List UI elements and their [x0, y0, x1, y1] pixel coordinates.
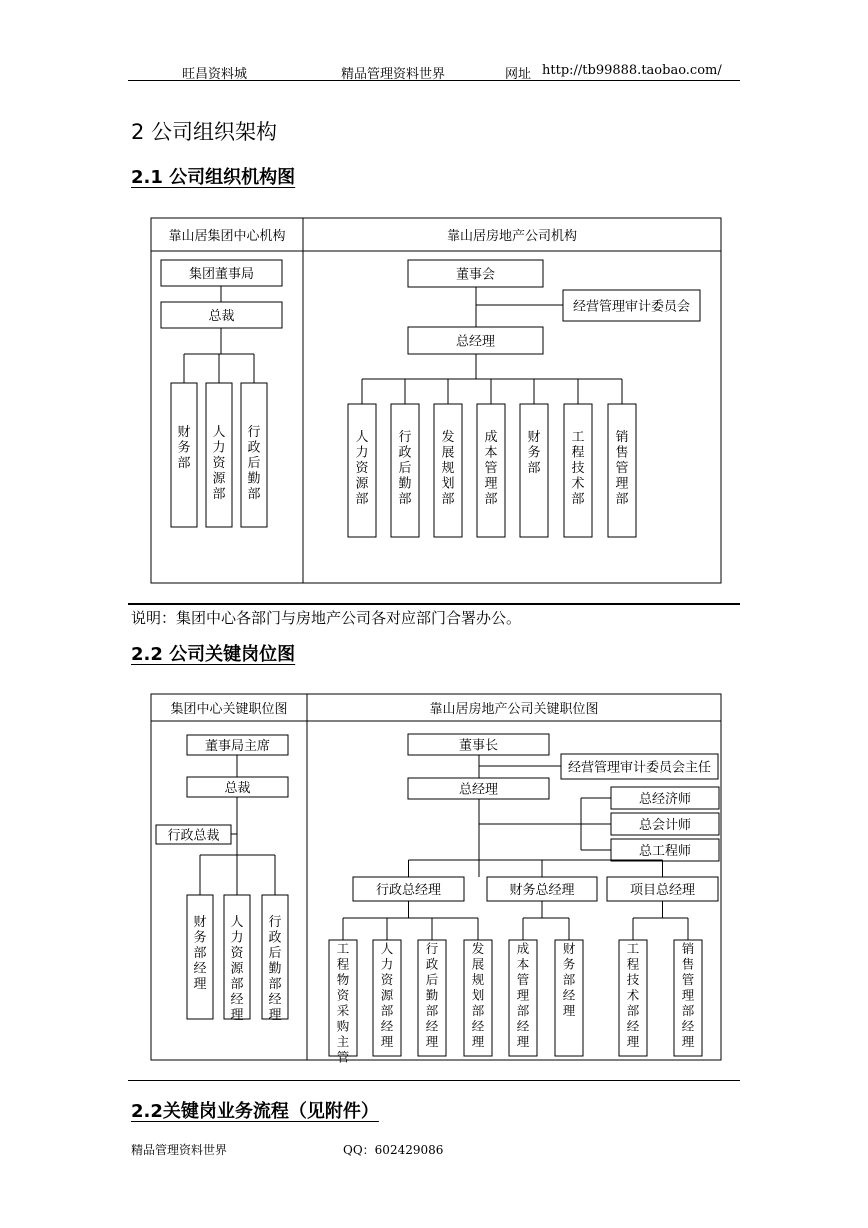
- s21-gm-label: 总经理: [455, 334, 496, 350]
- s21-title: 2.1 公司组织机构图: [131, 167, 296, 188]
- s22-left-mgr-0-label: 财务部经理: [193, 915, 207, 992]
- s22-gm-label: 总经理: [458, 782, 499, 798]
- s21-audit-committee-label: 经营管理审计委员会: [572, 299, 691, 315]
- s22-right-mgr-3-label: 发展规划部经理: [471, 941, 485, 1049]
- s22-admin-president-label: 行政总裁: [167, 828, 220, 844]
- s22-vgm-1-label: 财务总经理: [509, 883, 575, 898]
- s21-right-dept-4-label: 财务部: [527, 430, 541, 476]
- s21-right-dept-1-label: 行政后勤部: [398, 430, 412, 507]
- section-title: 2 公司组织架构: [131, 120, 278, 144]
- s21-left-header: 靠山居集团中心机构: [168, 229, 286, 244]
- footer-left: 精品管理资料世界: [131, 1143, 228, 1157]
- note-rule: [128, 603, 740, 605]
- s22-right-mgr-6-label: 工程技术部经理: [626, 941, 640, 1049]
- s23-title: 2.2关键岗业务流程（见附件）: [131, 1101, 379, 1122]
- s22-right-mgr-4-label: 成本管理部经理: [516, 941, 530, 1049]
- s22-president-label: 总裁: [224, 781, 251, 796]
- footer-qq: QQ：602429086: [343, 1143, 444, 1157]
- s23-rule: [128, 1080, 740, 1081]
- s22-title: 2.2 公司关键岗位图: [131, 644, 296, 665]
- s21-president-label: 总裁: [208, 309, 235, 324]
- header-left: 旺昌资料城: [182, 67, 248, 82]
- s21-group-board-label: 集团董事局: [188, 267, 255, 282]
- s21-left-dept-1-label: 人力资源部: [212, 425, 226, 502]
- s21-right-dept-6-label: 销售管理部: [615, 430, 629, 507]
- s21-board-label: 董事会: [455, 267, 496, 283]
- s21-right-dept-5-label: 工程技术部: [571, 430, 585, 507]
- s22-right-header: 靠山居房地产公司关键职位图: [429, 702, 599, 717]
- note-text: 说明：集团中心各部门与房地产公司各对应部门合署办公。: [131, 609, 522, 627]
- s21-left-dept-2-label: 行政后勤部: [247, 425, 261, 502]
- s21-right-dept-2-label: 发展规划部: [441, 430, 455, 507]
- s22-left-mgr-1-label: 人力资源部经理: [230, 915, 244, 1023]
- s22-chairman-label: 董事长: [458, 738, 499, 754]
- s22-right-mgr-0-label: 工程物资采购主管: [336, 941, 350, 1065]
- s22-group-chairman-label: 董事局主席: [204, 739, 271, 754]
- s22-chief-2-label: 总工程师: [638, 844, 692, 859]
- header-center: 精品管理资料世界: [341, 67, 446, 82]
- s22-left-header: 集团中心关键职位图: [170, 702, 288, 717]
- s22-chief-1-label: 总会计师: [638, 818, 692, 833]
- s22-left-mgr-2-label: 行政后勤部经理: [268, 915, 282, 1023]
- header-url-label: 网址: [505, 67, 532, 82]
- s22-right-mgr-1-label: 人力资源部经理: [380, 941, 394, 1049]
- s22-audit-director-label: 经营管理审计委员会主任: [567, 760, 712, 776]
- s22-right-mgr-7-label: 销售管理部经理: [681, 941, 695, 1049]
- s21-right-header: 靠山居房地产公司机构: [446, 229, 578, 244]
- s22-right-mgr-2-label: 行政后勤部经理: [425, 941, 439, 1049]
- s22-chief-0-label: 总经济师: [638, 792, 692, 807]
- s22-vgm-2-label: 项目总经理: [629, 883, 696, 898]
- s22-right-mgr-5-label: 财务部经理: [562, 941, 576, 1018]
- s21-right-dept-3-label: 成本管理部: [484, 430, 498, 507]
- header-url: http://tb99888.taobao.com/: [542, 63, 722, 78]
- s21-left-dept-0-label: 财务部: [177, 425, 191, 471]
- s22-vgm-0-label: 行政总经理: [375, 883, 442, 898]
- s21-right-dept-0-label: 人力资源部: [355, 430, 369, 507]
